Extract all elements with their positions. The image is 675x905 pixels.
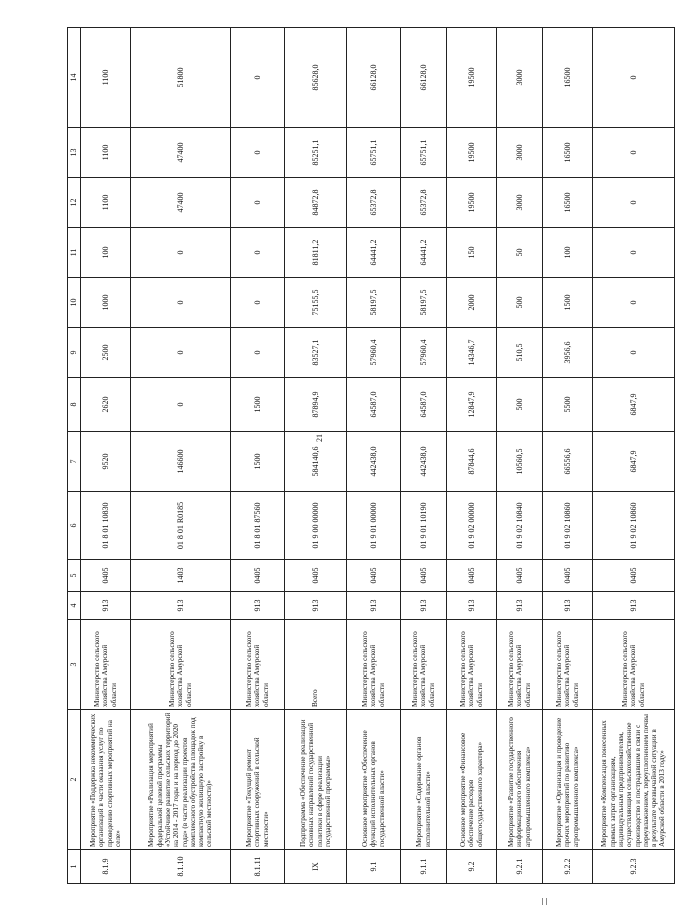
cell-col-5: 0405	[593, 560, 675, 592]
cell-col-6: 01 9 01 00000	[347, 492, 401, 560]
cell-col-4: 913	[347, 592, 401, 620]
cell-col-6: 01 9 02 10860	[543, 492, 593, 560]
row-code: 9.1.1	[401, 850, 447, 884]
cell-col-7: 146600	[131, 432, 231, 492]
cell-col-6: 01 8 01 87560	[231, 492, 285, 560]
row-code: 9.1	[347, 850, 401, 884]
header-cell: 11	[68, 228, 81, 278]
cell-col-12: 47400	[131, 178, 231, 228]
table-row	[401, 28, 447, 884]
header-cell: 3	[68, 620, 81, 710]
cell-col-11: 0	[231, 228, 285, 278]
cell-col-11: 64441,2	[347, 228, 401, 278]
cell-col-4: 913	[81, 592, 131, 620]
cell-col-9: 2500	[81, 328, 131, 378]
header-cell: 5	[68, 560, 81, 592]
header-row	[68, 28, 81, 884]
cell-col-14: 66128,0	[347, 28, 401, 128]
cell-col-5: 1403	[131, 560, 231, 592]
cell-col-10: 75155,5	[285, 278, 347, 328]
row-code: IX	[285, 850, 347, 884]
cell-col-5: 0405	[447, 560, 497, 592]
cell-col-8: 1500	[231, 378, 285, 432]
cell-col-7: 6847,9	[593, 432, 675, 492]
page-number: 21	[315, 434, 324, 442]
cell-col-11: 0	[593, 228, 675, 278]
cell-col-12: 1100	[81, 178, 131, 228]
cell-col-10: 0	[131, 278, 231, 328]
table-row	[497, 28, 543, 884]
cell-col-13: 16500	[543, 128, 593, 178]
cell-col-12: 65372,8	[401, 178, 447, 228]
table-row	[593, 28, 675, 884]
cell-col-6: 01 9 01 10190	[401, 492, 447, 560]
rotated-document	[67, 28, 667, 884]
cell-col-5: 0405	[347, 560, 401, 592]
cell-col-7: 66556,6	[543, 432, 593, 492]
cell-col-5: 0405	[231, 560, 285, 592]
budget-table	[67, 27, 675, 884]
cell-col-7: 1500	[231, 432, 285, 492]
scan-edge-mark	[546, 898, 547, 905]
scan-edge-mark	[542, 898, 543, 905]
header-cell: 13	[68, 128, 81, 178]
header-cell: 9	[68, 328, 81, 378]
cell-col-13: 65751,1	[401, 128, 447, 178]
cell-col-13: 1100	[81, 128, 131, 178]
row-code: 9.2	[447, 850, 497, 884]
cell-col-5: 0405	[285, 560, 347, 592]
cell-col-14: 51800	[131, 28, 231, 128]
table-row	[447, 28, 497, 884]
cell-col-9: 57960,4	[401, 328, 447, 378]
cell-col-5: 0405	[543, 560, 593, 592]
cell-col-14: 0	[231, 28, 285, 128]
cell-col-4: 913	[131, 592, 231, 620]
cell-col-12: 65372,8	[347, 178, 401, 228]
cell-col-8: 2620	[81, 378, 131, 432]
cell-col-6: 01 9 00 00000	[285, 492, 347, 560]
row-name: Мероприятие «Развитие государственного информационного обеспечения агропромышленного комплекса»	[497, 710, 543, 850]
cell-col-9: 57960,4	[347, 328, 401, 378]
cell-col-4: 913	[285, 592, 347, 620]
row-name: Основное мероприятие «Обеспечение функций исполнительных органов государственной власти»	[347, 710, 401, 850]
row-name: Мероприятие «Компенсация понесенных прямых затрат организациям, индивидуальным предпринимателям, осуществляющим сельскохозяйственное производство и пострадавшим в связи с переувлажнением, переуплотнением почвы в результате чрезвычайной ситуации в Амурской области в 2013 году»	[593, 710, 675, 850]
cell-col-11: 150	[447, 228, 497, 278]
cell-col-11: 0	[131, 228, 231, 278]
row-code: 9.2.3	[593, 850, 675, 884]
row-code: 8.1.11	[231, 850, 285, 884]
cell-col-13: 65751,1	[347, 128, 401, 178]
cell-col-11: 100	[81, 228, 131, 278]
cell-col-14: 19500	[447, 28, 497, 128]
cell-col-9: 14346,7	[447, 328, 497, 378]
cell-col-8: 500	[497, 378, 543, 432]
cell-col-5: 0405	[497, 560, 543, 592]
row-name: Подпрограмма «Обеспечение реализации основных направлений государственной политики в сфере реализации государственной программы»	[285, 710, 347, 850]
row-executor: Министерство сельского хозяйства Амурской области	[447, 620, 497, 710]
cell-col-4: 913	[401, 592, 447, 620]
row-name: Мероприятие «Поддержка некоммерческих организаций в части оказания услуг по проведению спортивных мероприятий на селе»	[81, 710, 131, 850]
row-code: 8.1.9	[81, 850, 131, 884]
cell-col-4: 913	[447, 592, 497, 620]
cell-col-8: 64587,0	[347, 378, 401, 432]
row-executor: Министерство сельского хозяйства Амурской области	[131, 620, 231, 710]
cell-col-6: 01 9 02 10860	[593, 492, 675, 560]
row-executor: Министерство сельского хозяйства Амурской области	[81, 620, 131, 710]
cell-col-10: 0	[593, 278, 675, 328]
header-cell: 12	[68, 178, 81, 228]
row-name: Основное мероприятие «Финансовое обеспечение расходов общегосударственного характера»	[447, 710, 497, 850]
cell-col-9: 0	[593, 328, 675, 378]
row-code: 9.2.2	[543, 850, 593, 884]
cell-col-4: 913	[593, 592, 675, 620]
row-name: Мероприятие «Реализация мероприятий федеральной целевой программы «Устойчивое развитие сельских территорий на 2014 - 2017 годы и на период до 2020 года» (в части реализации проектов комплексного обустройства площадок под компактную жилищную застройку в сельской местности)»	[131, 710, 231, 850]
cell-col-14: 1100	[81, 28, 131, 128]
row-executor: Министерство сельского хозяйства Амурской области	[593, 620, 675, 710]
cell-col-14: 66128,0	[401, 28, 447, 128]
cell-col-7: 442438,0	[401, 432, 447, 492]
row-code: 9.2.1	[497, 850, 543, 884]
cell-col-14: 85628,0	[285, 28, 347, 128]
cell-col-7: 584140,6	[285, 432, 347, 492]
cell-col-12: 0	[231, 178, 285, 228]
cell-col-10: 58197,5	[401, 278, 447, 328]
cell-col-7: 10560,5	[497, 432, 543, 492]
cell-col-4: 913	[543, 592, 593, 620]
row-name: Мероприятие «Текущий ремонт спортивных сооружений в сельской местности»	[231, 710, 285, 850]
row-name: Мероприятие «Содержание органов исполнительной власти»	[401, 710, 447, 850]
cell-col-8: 6847,9	[593, 378, 675, 432]
cell-col-13: 3000	[497, 128, 543, 178]
cell-col-10: 1000	[81, 278, 131, 328]
cell-col-9: 510,5	[497, 328, 543, 378]
cell-col-9: 0	[231, 328, 285, 378]
table-row	[543, 28, 593, 884]
table-row	[347, 28, 401, 884]
cell-col-10: 1500	[543, 278, 593, 328]
cell-col-10: 2000	[447, 278, 497, 328]
cell-col-14: 3000	[497, 28, 543, 128]
cell-col-13: 19500	[447, 128, 497, 178]
cell-col-12: 19500	[447, 178, 497, 228]
row-executor: Министерство сельского хозяйства Амурской области	[497, 620, 543, 710]
table-row	[231, 28, 285, 884]
header-cell: 4	[68, 592, 81, 620]
cell-col-8: 87894,9	[285, 378, 347, 432]
header-cell: 8	[68, 378, 81, 432]
cell-col-6: 01 8 01 10830	[81, 492, 131, 560]
cell-col-8: 64587,0	[401, 378, 447, 432]
cell-col-9: 0	[131, 328, 231, 378]
cell-col-13: 85251,1	[285, 128, 347, 178]
cell-col-11: 100	[543, 228, 593, 278]
cell-col-13: 47400	[131, 128, 231, 178]
cell-col-13: 0	[593, 128, 675, 178]
cell-col-10: 500	[497, 278, 543, 328]
cell-col-12: 3000	[497, 178, 543, 228]
header-cell: 2	[68, 710, 81, 850]
row-executor: Министерство сельского хозяйства Амурской области	[401, 620, 447, 710]
row-executor: Всего	[285, 620, 347, 710]
header-cell: 7	[68, 432, 81, 492]
cell-col-9: 83527,1	[285, 328, 347, 378]
cell-col-11: 81811,2	[285, 228, 347, 278]
table-row	[81, 28, 131, 884]
cell-col-4: 913	[231, 592, 285, 620]
cell-col-11: 64441,2	[401, 228, 447, 278]
cell-col-12: 16500	[543, 178, 593, 228]
row-executor: Министерство сельского хозяйства Амурской области	[347, 620, 401, 710]
cell-col-8: 0	[131, 378, 231, 432]
cell-col-11: 50	[497, 228, 543, 278]
cell-col-10: 58197,5	[347, 278, 401, 328]
cell-col-12: 0	[593, 178, 675, 228]
cell-col-7: 442438,0	[347, 432, 401, 492]
cell-col-9: 3956,6	[543, 328, 593, 378]
cell-col-12: 84872,8	[285, 178, 347, 228]
cell-col-8: 12847,9	[447, 378, 497, 432]
header-cell: 14	[68, 28, 81, 128]
cell-col-14: 16500	[543, 28, 593, 128]
table-row	[131, 28, 231, 884]
cell-col-4: 913	[497, 592, 543, 620]
cell-col-6: 01 9 02 00000	[447, 492, 497, 560]
row-executor: Министерство сельского хозяйства Амурской области	[231, 620, 285, 710]
cell-col-5: 0405	[81, 560, 131, 592]
header-cell: 6	[68, 492, 81, 560]
cell-col-6: 01 8 01 R0185	[131, 492, 231, 560]
row-code: 8.1.10	[131, 850, 231, 884]
cell-col-10: 0	[231, 278, 285, 328]
cell-col-8: 5500	[543, 378, 593, 432]
cell-col-7: 9520	[81, 432, 131, 492]
table-body	[81, 28, 675, 884]
cell-col-13: 0	[231, 128, 285, 178]
row-name: Мероприятие «Организация и проведение прочих мероприятий по развитию агропромышленного комплекса»	[543, 710, 593, 850]
header-cell: 1	[68, 850, 81, 884]
cell-col-6: 01 9 02 10840	[497, 492, 543, 560]
row-executor: Министерство сельского хозяйства Амурской области	[543, 620, 593, 710]
cell-col-14: 0	[593, 28, 675, 128]
cell-col-5: 0405	[401, 560, 447, 592]
cell-col-7: 87844,6	[447, 432, 497, 492]
header-cell: 10	[68, 278, 81, 328]
table-row	[285, 28, 347, 884]
